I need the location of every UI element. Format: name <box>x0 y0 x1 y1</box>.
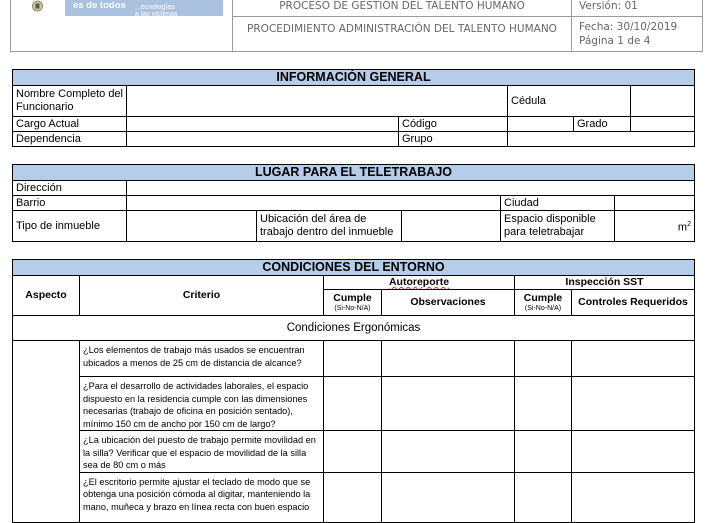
observaciones-cell[interactable] <box>382 472 515 522</box>
ciudad-label: Ciudad <box>501 196 615 211</box>
observaciones-header: Observaciones <box>382 290 515 316</box>
lugar-title: LUGAR PARA EL TELETRABAJO <box>13 165 695 181</box>
document-header <box>10 0 703 52</box>
direccion-field[interactable] <box>127 181 695 196</box>
barrio-field[interactable] <box>127 196 501 211</box>
grado-field[interactable] <box>631 117 695 132</box>
criterio-row: ¿La ubicación del puesto de trabajo permite movilidad en la silla? Verificar que el espacio de movilidad de la silla sea de 80 cm o más <box>80 431 324 473</box>
nombre-field[interactable] <box>127 86 508 117</box>
ubicacion-field[interactable] <box>402 211 501 242</box>
codigo-field[interactable] <box>508 117 574 132</box>
observaciones-cell[interactable] <box>382 431 515 473</box>
criterio-row: ¿El escritorio permite ajustar el teclado de modo que se obtenga una posición cómoda al digitar, manteniendo la mano, muñeca y brazo en línea recta con buen espacio <box>80 472 324 522</box>
nombre-label: Nombre Completo del Funcionario <box>13 86 127 117</box>
cumple-autoreporte-cell[interactable] <box>324 341 382 377</box>
espacio-label: Espacio disponible para teletrabajar <box>501 211 615 242</box>
barrio-label: Barrio <box>13 196 127 211</box>
cumple-sst-header: Cumple (Si-No-N/A) <box>515 290 572 316</box>
controles-cell[interactable] <box>572 377 695 431</box>
dependencia-field[interactable] <box>127 132 399 147</box>
ciudad-field[interactable] <box>615 196 695 211</box>
logo-text: es de todos <box>73 0 126 11</box>
grupo-field[interactable] <box>508 132 695 147</box>
controles-cell[interactable] <box>572 431 695 473</box>
controles-cell[interactable] <box>572 341 695 377</box>
cumple-sst-cell[interactable] <box>515 431 572 473</box>
grado-label: Grado <box>574 117 631 132</box>
info-general-table <box>12 69 695 147</box>
process-title: PROCESO DE GESTIÓN DEL TALENTO HUMANO <box>279 0 525 12</box>
coat-of-arms-icon <box>31 0 44 12</box>
date: Fecha: 30/10/2019 <box>579 21 678 33</box>
version: Versión: 01 <box>579 0 638 12</box>
tipo-inmueble-label: Tipo de inmueble <box>13 211 127 242</box>
cargo-label: Cargo Actual <box>13 117 127 132</box>
criterio-row: ¿Para el desarrollo de actividades laborales, el espacio dispuesto en la residencia cumple con las dimensiones necesarias (trabajo de oficina en posición sentado), mínimo 150 cm de ancho por 150 cm de largo? <box>80 377 324 431</box>
cargo-field[interactable] <box>127 117 399 132</box>
codigo-label: Código <box>399 117 508 132</box>
criterio-row: ¿Los elementos de trabajo más usados se encuentran ubicados a menos de 25 cm de distancia de alcance? <box>80 341 324 377</box>
inspeccion-header: Inspección SST <box>515 276 695 290</box>
controles-header: Controles Requeridos <box>572 290 695 316</box>
cumple-sst-cell[interactable] <box>515 341 572 377</box>
col-aspecto-header: Aspecto <box>13 276 80 316</box>
cumple-autoreporte-header: Cumple (Si-No-N/A) <box>324 290 382 316</box>
aspecto-cell[interactable] <box>13 341 80 523</box>
condiciones-table <box>12 259 695 523</box>
ubicacion-label: Ubicación del área de trabajo dentro del inmueble <box>257 211 402 242</box>
logo <box>11 0 221 16</box>
lugar-table <box>12 164 695 242</box>
grupo-label: Grupo <box>399 132 508 147</box>
tipo-inmueble-field[interactable] <box>127 211 257 242</box>
cumple-autoreporte-cell[interactable] <box>324 431 382 473</box>
cedula-field[interactable] <box>631 86 695 117</box>
condiciones-title: CONDICIONES DEL ENTORNO <box>13 260 695 276</box>
cumple-autoreporte-cell[interactable] <box>324 472 382 522</box>
info-general-title: INFORMACIÓN GENERAL <box>13 70 695 86</box>
dependencia-label: Dependencia <box>13 132 127 147</box>
cedula-label: Cédula <box>508 86 631 117</box>
observaciones-cell[interactable] <box>382 377 515 431</box>
direccion-label: Dirección <box>13 181 127 196</box>
cumple-sst-cell[interactable] <box>515 377 572 431</box>
observaciones-cell[interactable] <box>382 341 515 377</box>
cumple-sst-cell[interactable] <box>515 472 572 522</box>
group-ergonomicas: Condiciones Ergonómicas <box>13 316 695 341</box>
controles-cell[interactable] <box>572 472 695 522</box>
col-criterio-header: Criterio <box>80 276 324 316</box>
procedure-title: PROCEDIMIENTO ADMINISTRACIÓN DEL TALENTO HUMANO <box>247 23 557 35</box>
page-number: Página 1 de 4 <box>579 35 651 47</box>
autoreporte-header: Autoreporte <box>324 276 515 290</box>
cumple-autoreporte-cell[interactable] <box>324 377 382 431</box>
logo-subtext: ...ecnologías a las víctimas <box>135 4 178 18</box>
espacio-field[interactable]: $m^2$ <box>615 211 695 242</box>
